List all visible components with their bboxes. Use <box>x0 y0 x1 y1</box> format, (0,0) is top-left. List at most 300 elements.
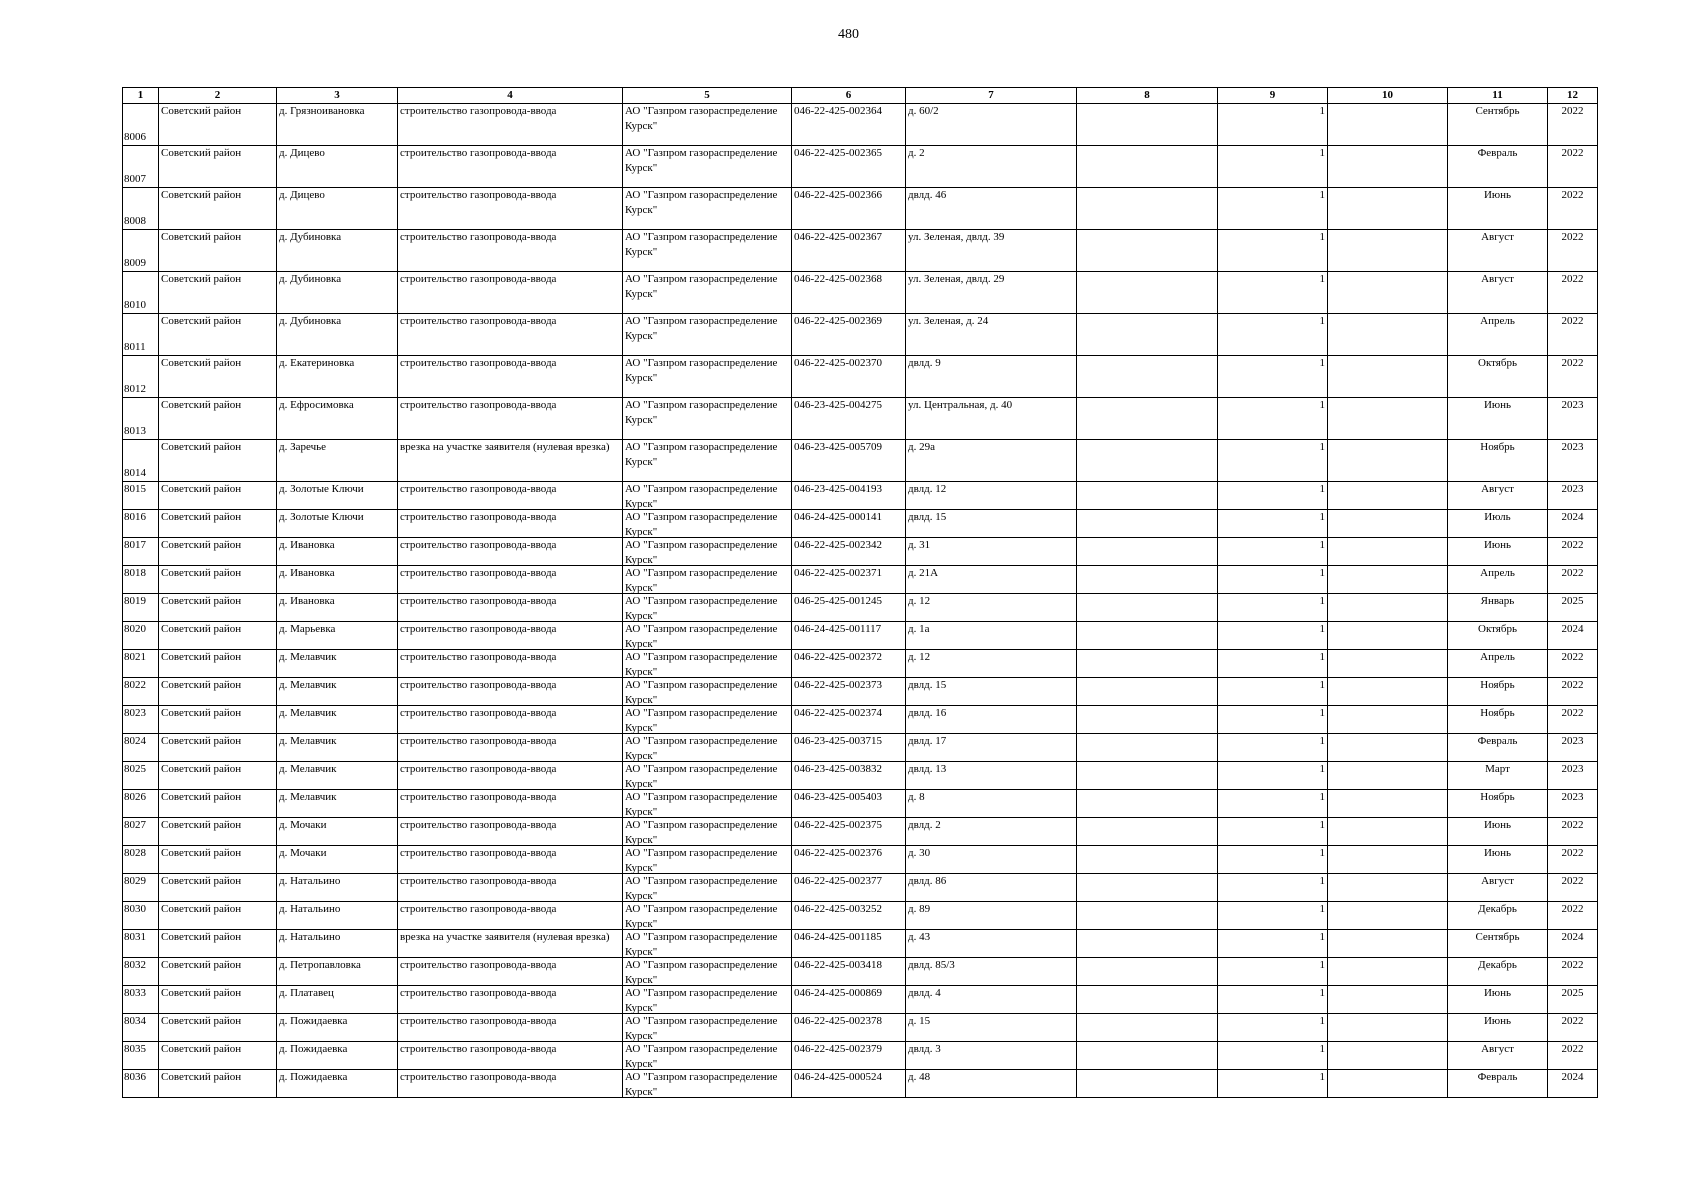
work-type-cell-text: строительство газопровода-ввода <box>400 511 557 523</box>
column-10-cell <box>1328 1042 1448 1070</box>
column-10-cell-text <box>1330 986 1445 1013</box>
address-cell <box>906 790 1077 818</box>
year-cell-text: 2022 <box>1561 819 1584 831</box>
quantity-cell-text: 1 <box>1319 357 1325 369</box>
column-8-cell-text <box>1079 482 1215 509</box>
row-number-text: 8031 <box>124 931 146 943</box>
locality-cell-text: д. Ивановка <box>279 539 335 551</box>
quantity-cell <box>1218 104 1328 146</box>
address-cell <box>906 398 1077 440</box>
quantity-cell-text: 1 <box>1319 231 1325 243</box>
month-cell <box>1448 188 1548 230</box>
column-10-cell <box>1328 678 1448 706</box>
column-8-cell <box>1077 678 1218 706</box>
code-cell-text: 046-24-425-000524 <box>794 1071 882 1083</box>
month-cell-text: Февраль <box>1477 735 1518 747</box>
work-type-cell <box>398 510 623 538</box>
address-cell-text: двлд. 16 <box>908 707 947 719</box>
work-type-cell <box>398 230 623 272</box>
month-cell <box>1448 482 1548 510</box>
column-10-cell <box>1328 356 1448 398</box>
address-cell-text: д. 89 <box>908 903 931 915</box>
month-cell-text: Август <box>1481 273 1514 285</box>
quantity-cell-text: 1 <box>1319 189 1325 201</box>
locality-cell <box>277 482 398 510</box>
work-type-cell-text: строительство газопровода-ввода <box>400 735 557 747</box>
organization-cell-text: АО "Газпром газораспределение Курск" <box>625 903 778 929</box>
work-type-cell-text: строительство газопровода-ввода <box>400 791 557 803</box>
code-cell <box>792 622 906 650</box>
column-10-cell-text <box>1330 1014 1445 1041</box>
month-cell-text: Август <box>1481 231 1514 243</box>
column-10-cell-text <box>1330 874 1445 901</box>
code-cell <box>792 1070 906 1098</box>
row-number <box>123 230 159 272</box>
column-10-cell-text <box>1330 790 1445 817</box>
column-10-cell-text <box>1330 734 1445 761</box>
quantity-cell-text: 1 <box>1319 399 1325 411</box>
locality-cell <box>277 104 398 146</box>
work-type-cell <box>398 314 623 356</box>
column-8-cell <box>1077 622 1218 650</box>
table-row <box>123 1014 1598 1042</box>
address-cell-text: д. 30 <box>908 847 931 859</box>
column-10-cell <box>1328 398 1448 440</box>
table-row <box>123 818 1598 846</box>
row-number-text: 8006 <box>124 131 146 143</box>
month-cell <box>1448 566 1548 594</box>
month-cell-text: Июнь <box>1483 1015 1512 1027</box>
year-cell <box>1548 706 1598 734</box>
column-10-cell <box>1328 510 1448 538</box>
work-type-cell <box>398 272 623 314</box>
organization-cell-text: АО "Газпром газораспределение Курск" <box>625 819 778 845</box>
work-type-cell <box>398 188 623 230</box>
organization-cell <box>623 678 792 706</box>
address-cell-text: д. 1а <box>908 623 930 635</box>
month-cell <box>1448 104 1548 146</box>
month-cell <box>1448 958 1548 986</box>
organization-cell <box>623 930 792 958</box>
address-cell-text: д. 12 <box>908 651 931 663</box>
column-8-cell <box>1077 902 1218 930</box>
quantity-cell-text: 1 <box>1319 147 1325 159</box>
column-10-cell <box>1328 482 1448 510</box>
month-cell-text: Июль <box>1484 511 1511 523</box>
month-cell <box>1448 986 1548 1014</box>
locality-cell <box>277 818 398 846</box>
address-cell <box>906 538 1077 566</box>
row-number <box>123 930 159 958</box>
locality-cell-text: д. Золотые Ключи <box>279 511 364 523</box>
month-cell-text: Апрель <box>1480 651 1515 663</box>
column-8-cell-text <box>1079 1042 1215 1069</box>
year-cell-text: 2022 <box>1561 707 1584 719</box>
column-header-5: 5 <box>623 88 792 104</box>
table-row <box>123 146 1598 188</box>
month-cell <box>1448 762 1548 790</box>
month-cell-text: Ноябрь <box>1480 791 1515 803</box>
registry-table <box>122 87 1598 1098</box>
locality-cell-text: д. Мочаки <box>279 819 327 831</box>
district-cell <box>159 874 277 902</box>
locality-cell <box>277 146 398 188</box>
year-cell-text: 2022 <box>1561 847 1584 859</box>
row-number-text: 8025 <box>124 763 146 775</box>
work-type-cell <box>398 902 623 930</box>
month-cell-text: Июнь <box>1483 987 1512 999</box>
month-cell-text: Август <box>1481 483 1514 495</box>
quantity-cell <box>1218 762 1328 790</box>
quantity-cell <box>1218 482 1328 510</box>
column-8-cell-text <box>1079 706 1215 733</box>
code-cell <box>792 986 906 1014</box>
column-10-cell-text <box>1330 594 1445 621</box>
column-8-cell <box>1077 762 1218 790</box>
locality-cell <box>277 356 398 398</box>
year-cell-text: 2022 <box>1561 357 1584 369</box>
quantity-cell <box>1218 1014 1328 1042</box>
code-cell-text: 046-23-425-004275 <box>794 399 882 411</box>
address-cell-text: двлд. 3 <box>908 1043 941 1055</box>
year-cell <box>1548 314 1598 356</box>
column-8-cell <box>1077 188 1218 230</box>
district-cell <box>159 272 277 314</box>
table-row <box>123 188 1598 230</box>
organization-cell-text: АО "Газпром газораспределение Курск" <box>625 147 778 174</box>
address-cell <box>906 930 1077 958</box>
row-number-text: 8022 <box>124 679 146 691</box>
column-8-cell-text <box>1079 1014 1215 1041</box>
column-10-cell <box>1328 986 1448 1014</box>
column-10-cell-text <box>1330 1070 1445 1097</box>
year-cell <box>1548 146 1598 188</box>
code-cell <box>792 510 906 538</box>
year-cell <box>1548 272 1598 314</box>
address-cell <box>906 1014 1077 1042</box>
column-10-cell-text <box>1330 538 1445 565</box>
table-row <box>123 790 1598 818</box>
locality-cell <box>277 846 398 874</box>
month-cell <box>1448 1014 1548 1042</box>
locality-cell-text: д. Пожидаевка <box>279 1071 348 1083</box>
column-10-cell <box>1328 790 1448 818</box>
row-number <box>123 356 159 398</box>
work-type-cell <box>398 930 623 958</box>
quantity-cell <box>1218 790 1328 818</box>
year-cell-text: 2022 <box>1561 1043 1584 1055</box>
organization-cell <box>623 1042 792 1070</box>
row-number <box>123 1042 159 1070</box>
row-number <box>123 146 159 188</box>
row-number-text: 8024 <box>124 735 146 747</box>
column-10-cell-text <box>1330 930 1445 957</box>
district-cell-text: Советский район <box>161 931 242 943</box>
year-cell <box>1548 678 1598 706</box>
code-cell-text: 046-23-425-005403 <box>794 791 882 803</box>
district-cell-text: Советский район <box>161 959 242 971</box>
column-10-cell <box>1328 846 1448 874</box>
column-10-cell-text <box>1330 566 1445 593</box>
locality-cell <box>277 440 398 482</box>
code-cell <box>792 930 906 958</box>
code-cell <box>792 314 906 356</box>
month-cell <box>1448 356 1548 398</box>
code-cell-text: 046-22-425-002369 <box>794 315 882 327</box>
year-cell-text: 2023 <box>1561 399 1584 411</box>
table-row <box>123 622 1598 650</box>
organization-cell <box>623 902 792 930</box>
organization-cell-text: АО "Газпром газораспределение Курск" <box>625 735 778 761</box>
year-cell-text: 2022 <box>1561 231 1584 243</box>
code-cell <box>792 398 906 440</box>
month-cell-text: Июнь <box>1483 819 1512 831</box>
year-cell-text: 2022 <box>1561 875 1584 887</box>
quantity-cell-text: 1 <box>1319 819 1325 831</box>
year-cell <box>1548 762 1598 790</box>
address-cell <box>906 818 1077 846</box>
code-cell-text: 046-23-425-003715 <box>794 735 882 747</box>
column-header-11: 11 <box>1448 88 1548 104</box>
work-type-cell <box>398 958 623 986</box>
year-cell-text: 2022 <box>1561 567 1584 579</box>
row-number-text: 8029 <box>124 875 146 887</box>
organization-cell <box>623 104 792 146</box>
quantity-cell-text: 1 <box>1319 847 1325 859</box>
locality-cell <box>277 874 398 902</box>
district-cell <box>159 762 277 790</box>
district-cell <box>159 902 277 930</box>
address-cell-text: двлд. 4 <box>908 987 941 999</box>
address-cell <box>906 874 1077 902</box>
column-8-cell-text <box>1079 902 1215 929</box>
code-cell <box>792 482 906 510</box>
year-cell-text: 2022 <box>1561 959 1584 971</box>
year-cell <box>1548 734 1598 762</box>
organization-cell-text: АО "Газпром газораспределение Курск" <box>625 189 778 216</box>
column-header-10: 10 <box>1328 88 1448 104</box>
address-cell-text: двлд. 12 <box>908 483 947 495</box>
row-number <box>123 818 159 846</box>
row-number <box>123 622 159 650</box>
work-type-cell <box>398 356 623 398</box>
locality-cell-text: д. Ивановка <box>279 567 335 579</box>
organization-cell-text: АО "Газпром газораспределение Курск" <box>625 567 778 593</box>
work-type-cell-text: строительство газопровода-ввода <box>400 763 557 775</box>
locality-cell-text: д. Марьевка <box>279 623 336 635</box>
year-cell-text: 2022 <box>1561 189 1584 201</box>
row-number <box>123 790 159 818</box>
code-cell <box>792 762 906 790</box>
column-8-cell-text <box>1079 650 1215 677</box>
work-type-cell-text: строительство газопровода-ввода <box>400 651 557 663</box>
month-cell-text: Август <box>1481 875 1514 887</box>
column-8-cell-text <box>1079 846 1215 873</box>
quantity-cell-text: 1 <box>1319 903 1325 915</box>
address-cell-text: д. 15 <box>908 1015 931 1027</box>
column-8-cell <box>1077 958 1218 986</box>
code-cell <box>792 678 906 706</box>
address-cell-text: д. 31 <box>908 539 931 551</box>
organization-cell-text: АО "Газпром газораспределение Курск" <box>625 231 778 258</box>
year-cell-text: 2022 <box>1561 315 1584 327</box>
address-cell <box>906 1070 1077 1098</box>
column-8-cell-text <box>1079 818 1215 845</box>
year-cell-text: 2023 <box>1561 791 1584 803</box>
code-cell <box>792 146 906 188</box>
organization-cell <box>623 1070 792 1098</box>
quantity-cell <box>1218 818 1328 846</box>
row-number <box>123 398 159 440</box>
quantity-cell <box>1218 510 1328 538</box>
locality-cell <box>277 538 398 566</box>
code-cell-text: 046-22-425-002372 <box>794 651 882 663</box>
year-cell <box>1548 440 1598 482</box>
column-8-cell <box>1077 650 1218 678</box>
month-cell <box>1448 510 1548 538</box>
column-8-cell <box>1077 930 1218 958</box>
district-cell-text: Советский район <box>161 791 242 803</box>
quantity-cell-text: 1 <box>1319 511 1325 523</box>
month-cell <box>1448 678 1548 706</box>
district-cell <box>159 314 277 356</box>
month-cell-text: Март <box>1485 763 1510 775</box>
locality-cell <box>277 594 398 622</box>
work-type-cell <box>398 104 623 146</box>
work-type-cell-text: строительство газопровода-ввода <box>400 539 557 551</box>
work-type-cell-text: строительство газопровода-ввода <box>400 679 557 691</box>
locality-cell-text: д. Петропавловка <box>279 959 361 971</box>
month-cell <box>1448 930 1548 958</box>
district-cell <box>159 986 277 1014</box>
month-cell-text: Сентябрь <box>1475 105 1520 117</box>
table-row <box>123 440 1598 482</box>
quantity-cell-text: 1 <box>1319 595 1325 607</box>
column-10-cell <box>1328 734 1448 762</box>
table-row <box>123 762 1598 790</box>
column-10-cell <box>1328 762 1448 790</box>
address-cell <box>906 678 1077 706</box>
organization-cell-text: АО "Газпром газораспределение Курск" <box>625 595 778 621</box>
quantity-cell <box>1218 440 1328 482</box>
work-type-cell-text: строительство газопровода-ввода <box>400 357 557 369</box>
column-8-cell <box>1077 1070 1218 1098</box>
code-cell <box>792 1042 906 1070</box>
table-row <box>123 356 1598 398</box>
quantity-cell <box>1218 986 1328 1014</box>
column-8-cell <box>1077 146 1218 188</box>
row-number <box>123 706 159 734</box>
district-cell-text: Советский район <box>161 441 242 453</box>
quantity-cell-text: 1 <box>1319 539 1325 551</box>
organization-cell-text: АО "Газпром газораспределение Курск" <box>625 273 778 300</box>
address-cell <box>906 650 1077 678</box>
quantity-cell-text: 1 <box>1319 791 1325 803</box>
district-cell-text: Советский район <box>161 483 242 495</box>
column-8-cell <box>1077 1014 1218 1042</box>
column-8-cell-text <box>1079 762 1215 789</box>
work-type-cell <box>398 622 623 650</box>
quantity-cell <box>1218 874 1328 902</box>
column-10-cell <box>1328 706 1448 734</box>
row-number <box>123 440 159 482</box>
district-cell <box>159 566 277 594</box>
district-cell-text: Советский район <box>161 651 242 663</box>
district-cell <box>159 398 277 440</box>
organization-cell-text: АО "Газпром газораспределение Курск" <box>625 1015 778 1041</box>
district-cell <box>159 538 277 566</box>
quantity-cell <box>1218 734 1328 762</box>
address-cell <box>906 566 1077 594</box>
locality-cell-text: д. Дубиновка <box>279 231 342 243</box>
year-cell-text: 2022 <box>1561 273 1584 285</box>
month-cell-text: Ноябрь <box>1480 679 1515 691</box>
column-8-cell <box>1077 790 1218 818</box>
address-cell <box>906 734 1077 762</box>
month-cell-text: Декабрь <box>1478 903 1517 915</box>
address-cell <box>906 762 1077 790</box>
table-row <box>123 846 1598 874</box>
district-cell-text: Советский район <box>161 1043 242 1055</box>
row-number-text: 8012 <box>124 383 146 395</box>
row-number <box>123 188 159 230</box>
quantity-cell-text: 1 <box>1319 735 1325 747</box>
locality-cell <box>277 734 398 762</box>
organization-cell <box>623 566 792 594</box>
code-cell-text: 046-22-425-002378 <box>794 1015 882 1027</box>
column-8-cell <box>1077 398 1218 440</box>
table-row <box>123 986 1598 1014</box>
organization-cell <box>623 510 792 538</box>
code-cell <box>792 958 906 986</box>
year-cell <box>1548 930 1598 958</box>
code-cell-text: 046-24-425-000141 <box>794 511 882 523</box>
column-10-cell <box>1328 650 1448 678</box>
address-cell <box>906 986 1077 1014</box>
district-cell-text: Советский район <box>161 903 242 915</box>
year-cell <box>1548 356 1598 398</box>
month-cell <box>1448 314 1548 356</box>
organization-cell-text: АО "Газпром газораспределение Курск" <box>625 875 778 901</box>
row-number <box>123 958 159 986</box>
row-number-text: 8011 <box>124 341 146 353</box>
column-10-cell-text <box>1330 482 1445 509</box>
locality-cell-text: д. Натальино <box>279 903 341 915</box>
year-cell <box>1548 958 1598 986</box>
quantity-cell-text: 1 <box>1319 623 1325 635</box>
column-8-cell-text <box>1079 790 1215 817</box>
column-8-cell <box>1077 510 1218 538</box>
quantity-cell <box>1218 930 1328 958</box>
work-type-cell-text: врезка на участке заявителя (нулевая врезка) <box>400 441 610 453</box>
column-10-cell-text <box>1330 1042 1445 1069</box>
column-8-cell-text <box>1079 930 1215 957</box>
locality-cell <box>277 986 398 1014</box>
code-cell-text: 046-24-425-001185 <box>794 931 882 943</box>
row-number <box>123 314 159 356</box>
locality-cell <box>277 230 398 272</box>
month-cell <box>1448 706 1548 734</box>
column-10-cell <box>1328 1070 1448 1098</box>
organization-cell <box>623 146 792 188</box>
column-8-cell-text <box>1079 622 1215 649</box>
organization-cell <box>623 440 792 482</box>
month-cell <box>1448 818 1548 846</box>
year-cell <box>1548 622 1598 650</box>
row-number-text: 8030 <box>124 903 146 915</box>
district-cell <box>159 104 277 146</box>
work-type-cell-text: строительство газопровода-ввода <box>400 231 557 243</box>
